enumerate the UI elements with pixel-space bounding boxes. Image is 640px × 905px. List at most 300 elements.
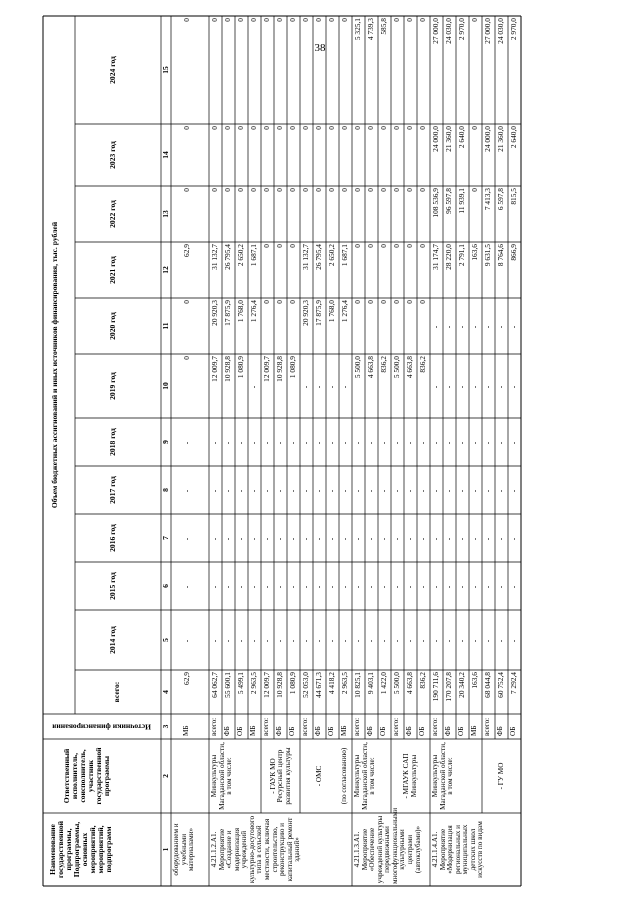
- value-cell: -: [301, 385, 310, 389]
- value-cell: -: [236, 441, 245, 445]
- header-total: всего:: [112, 681, 121, 703]
- value-cell: 836,2: [418, 356, 427, 373]
- value-cell: 0: [314, 188, 323, 192]
- value-cell: 0: [249, 126, 258, 130]
- value-cell: 2 650,2: [236, 244, 245, 267]
- value-cell: -: [509, 385, 518, 389]
- value-cell: -: [353, 639, 362, 643]
- value-cell: 4 663,8: [405, 356, 414, 379]
- value-cell: 1 080,9: [236, 356, 245, 379]
- value-cell: -: [431, 441, 440, 445]
- value-cell: 0: [418, 126, 427, 130]
- value-cell: 64 062,7: [210, 672, 219, 698]
- value-cell: 26 795,4: [314, 244, 323, 270]
- value-cell: -: [405, 639, 414, 643]
- value-cell: 0: [182, 18, 191, 22]
- header-executor-column: Ответственный исполнитель, соисполнитель, участник государственной программы: [62, 747, 111, 805]
- value-cell: 24 000,0: [431, 126, 440, 152]
- value-cell: -: [496, 441, 505, 445]
- value-cell: -: [301, 489, 310, 493]
- column-number: 15: [161, 66, 170, 74]
- value-cell: 0: [210, 18, 219, 22]
- value-cell: -: [353, 489, 362, 493]
- executor-cell: - ГУ МО: [497, 762, 506, 790]
- column-number: 4: [161, 690, 170, 694]
- value-cell: 1 276,4: [340, 300, 349, 323]
- value-cell: -: [210, 537, 219, 541]
- value-cell: -: [275, 585, 284, 589]
- value-cell: 0: [236, 126, 245, 130]
- executor-cell: Минкультуры Магаданской области, в том числе:: [210, 742, 234, 810]
- value-cell: 0: [262, 244, 271, 248]
- value-cell: 4 418,2: [327, 672, 336, 695]
- column-number: 9: [161, 440, 170, 444]
- value-cell: 28 220,0: [444, 244, 453, 270]
- value-cell: -: [223, 537, 232, 541]
- value-cell: -: [249, 639, 258, 643]
- value-cell: -: [470, 639, 479, 643]
- value-cell: -: [340, 639, 349, 643]
- value-cell: -: [444, 537, 453, 541]
- value-cell: -: [418, 441, 427, 445]
- value-cell: -: [340, 537, 349, 541]
- value-cell: -: [301, 585, 310, 589]
- column-number: 12: [161, 266, 170, 274]
- value-cell: -: [275, 537, 284, 541]
- value-cell: -: [223, 585, 232, 589]
- value-cell: -: [457, 441, 466, 445]
- value-cell: -: [301, 639, 310, 643]
- value-cell: 0: [275, 126, 284, 130]
- value-cell: -: [314, 385, 323, 389]
- value-cell: 26 795,4: [223, 244, 232, 270]
- value-cell: -: [470, 325, 479, 329]
- value-cell: 2 640,0: [457, 126, 466, 149]
- value-cell: -: [483, 639, 492, 643]
- value-cell: 0: [366, 126, 375, 130]
- value-cell: -: [379, 639, 388, 643]
- value-cell: -: [457, 639, 466, 643]
- value-cell: -: [314, 537, 323, 541]
- value-cell: -: [470, 385, 479, 389]
- column-number: 10: [161, 382, 170, 390]
- value-cell: 0: [262, 188, 271, 192]
- value-cell: 0: [262, 126, 271, 130]
- value-cell: 0: [366, 188, 375, 192]
- value-cell: 12 009,7: [262, 672, 271, 698]
- value-cell: -: [418, 639, 427, 643]
- value-cell: -: [366, 489, 375, 493]
- value-cell: 7 292,4: [509, 672, 518, 695]
- value-cell: 0: [301, 126, 310, 130]
- value-cell: 0: [379, 244, 388, 248]
- value-cell: -: [509, 639, 518, 643]
- value-cell: -: [262, 441, 271, 445]
- value-cell: -: [470, 489, 479, 493]
- value-cell: -: [496, 489, 505, 493]
- column-number: 1: [161, 847, 170, 852]
- value-cell: -: [496, 385, 505, 389]
- source-cell: всего:: [301, 717, 309, 736]
- value-cell: 4 663,8: [405, 672, 414, 695]
- value-cell: 5 325,1: [353, 18, 362, 41]
- value-cell: 9 631,5: [483, 244, 492, 267]
- value-cell: -: [249, 585, 258, 589]
- value-cell: -: [275, 489, 284, 493]
- value-cell: -: [483, 537, 492, 541]
- source-cell: ОБ: [509, 726, 517, 736]
- value-cell: 0: [353, 244, 362, 248]
- value-cell: 1 080,9: [288, 672, 297, 695]
- value-cell: -: [301, 441, 310, 445]
- value-cell: -: [457, 537, 466, 541]
- value-cell: 0: [405, 126, 414, 130]
- value-cell: 0: [392, 188, 401, 192]
- value-cell: -: [483, 325, 492, 329]
- value-cell: -: [444, 325, 453, 329]
- program-name-cell: 4.21.1.3.А1. Мероприятие «Обеспечение учреждений культуры передвижными многофункциональными культурными центрами (автоклубами)»: [353, 807, 422, 884]
- source-cell: всего:: [483, 717, 491, 736]
- value-cell: -: [223, 639, 232, 643]
- value-cell: 1 276,4: [249, 300, 258, 323]
- value-cell: -: [392, 639, 401, 643]
- value-cell: -: [496, 585, 505, 589]
- value-cell: -: [340, 441, 349, 445]
- value-cell: 44 671,3: [314, 672, 323, 698]
- source-cell: ОБ: [288, 726, 296, 736]
- value-cell: -: [353, 537, 362, 541]
- value-cell: 9 403,1: [366, 672, 375, 695]
- value-cell: 0: [340, 126, 349, 130]
- value-cell: 0: [353, 300, 362, 304]
- value-cell: -: [262, 537, 271, 541]
- value-cell: 0: [223, 126, 232, 130]
- value-cell: 4 739,3: [366, 18, 375, 41]
- value-cell: 0: [327, 188, 336, 192]
- value-cell: 5 499,1: [236, 672, 245, 695]
- value-cell: -: [470, 537, 479, 541]
- value-cell: 5 500,0: [353, 356, 362, 379]
- source-cell: ФБ: [496, 726, 504, 736]
- value-cell: -: [275, 441, 284, 445]
- value-cell: 163,6: [470, 244, 479, 261]
- value-cell: 0: [353, 188, 362, 192]
- value-cell: -: [182, 639, 191, 643]
- value-cell: -: [444, 585, 453, 589]
- value-cell: -: [366, 585, 375, 589]
- value-cell: -: [340, 585, 349, 589]
- value-cell: -: [210, 585, 219, 589]
- value-cell: -: [457, 489, 466, 493]
- value-cell: 0: [418, 244, 427, 248]
- value-cell: 17 875,9: [314, 300, 323, 326]
- value-cell: 0: [405, 18, 414, 22]
- value-cell: 12 009,7: [210, 356, 219, 382]
- value-cell: 12 009,7: [262, 356, 271, 382]
- value-cell: 52 053,0: [301, 672, 310, 698]
- source-cell: ФБ: [405, 726, 413, 736]
- value-cell: 108 536,9: [431, 188, 440, 218]
- program-name-cell: оборудованием и учебными материалами»: [172, 823, 196, 876]
- column-number: 2: [161, 774, 170, 778]
- value-cell: -: [405, 585, 414, 589]
- value-cell: 0: [327, 18, 336, 22]
- value-cell: 0: [182, 356, 191, 360]
- value-cell: -: [327, 489, 336, 493]
- value-cell: -: [353, 441, 362, 445]
- header-year-5: 2018 год: [108, 428, 117, 456]
- value-cell: 0: [288, 126, 297, 130]
- value-cell: -: [457, 385, 466, 389]
- header-year-6: 2019 год: [108, 372, 117, 400]
- value-cell: -: [366, 639, 375, 643]
- value-cell: -: [470, 585, 479, 589]
- value-cell: -: [470, 441, 479, 445]
- header-year-8: 2021 год: [108, 256, 117, 284]
- value-cell: -: [288, 489, 297, 493]
- value-cell: 0: [314, 18, 323, 22]
- value-cell: 31 174,7: [431, 244, 440, 270]
- value-cell: 0: [275, 18, 284, 22]
- column-number: 7: [161, 536, 170, 540]
- executor-cell: Минкультуры Магаданской области, в том числе:: [431, 742, 455, 810]
- value-cell: 0: [301, 188, 310, 192]
- value-cell: -: [288, 537, 297, 541]
- value-cell: -: [418, 489, 427, 493]
- value-cell: -: [223, 441, 232, 445]
- value-cell: -: [236, 489, 245, 493]
- value-cell: 0: [418, 18, 427, 22]
- value-cell: 11 939,1: [457, 188, 466, 214]
- value-cell: -: [431, 489, 440, 493]
- value-cell: -: [483, 385, 492, 389]
- value-cell: 10 928,8: [275, 356, 284, 382]
- value-cell: 0: [470, 126, 479, 130]
- value-cell: 0: [405, 244, 414, 248]
- value-cell: 0: [236, 188, 245, 192]
- value-cell: 24 030,0: [444, 18, 453, 44]
- value-cell: 0: [366, 300, 375, 304]
- value-cell: -: [431, 325, 440, 329]
- source-cell: ФБ: [444, 726, 452, 736]
- column-number: 11: [161, 322, 170, 330]
- value-cell: 10 928,8: [275, 672, 284, 698]
- source-cell: всего:: [353, 717, 361, 736]
- value-cell: 17 875,9: [223, 300, 232, 326]
- value-cell: -: [483, 441, 492, 445]
- value-cell: -: [444, 385, 453, 389]
- value-cell: -: [366, 537, 375, 541]
- value-cell: -: [182, 585, 191, 589]
- header-year-11: 2024 год: [108, 56, 117, 84]
- executor-cell: - МГАУК САП Минкультуры: [402, 753, 418, 799]
- value-cell: 7 413,3: [483, 188, 492, 211]
- value-cell: 0: [366, 244, 375, 248]
- value-cell: 0: [405, 188, 414, 192]
- header-year-7: 2020 год: [108, 312, 117, 340]
- value-cell: 8 764,6: [496, 244, 505, 267]
- page-number: 38: [314, 42, 326, 54]
- value-cell: 0: [223, 18, 232, 22]
- value-cell: 0: [301, 18, 310, 22]
- value-cell: 0: [262, 300, 271, 304]
- value-cell: 0: [182, 188, 191, 192]
- value-cell: 62,9: [182, 244, 191, 257]
- value-cell: -: [314, 489, 323, 493]
- value-cell: -: [444, 489, 453, 493]
- value-cell: 0: [392, 300, 401, 304]
- value-cell: 60 752,4: [496, 672, 505, 698]
- source-cell: МБ: [249, 725, 257, 736]
- value-cell: -: [327, 441, 336, 445]
- executor-cell: (по согласованию): [340, 747, 348, 805]
- source-cell: всего:: [392, 717, 400, 736]
- column-number: 13: [161, 210, 170, 218]
- header-name-column: Наименование государственной программы, Подпрограммы, основных мероприятий, мероприятий, подпрограмм: [48, 821, 113, 879]
- value-cell: 62,9: [182, 672, 191, 685]
- value-cell: 0: [275, 300, 284, 304]
- value-cell: 20 920,3: [301, 300, 310, 326]
- value-cell: 24 000,0: [483, 126, 492, 152]
- value-cell: 21 360,0: [496, 126, 505, 152]
- value-cell: -: [340, 385, 349, 389]
- value-cell: 0: [275, 188, 284, 192]
- value-cell: 0: [236, 18, 245, 22]
- value-cell: -: [379, 585, 388, 589]
- value-cell: -: [288, 585, 297, 589]
- value-cell: -: [431, 537, 440, 541]
- header-year-1: 2014 год: [108, 626, 117, 654]
- value-cell: -: [249, 441, 258, 445]
- value-cell: -: [288, 639, 297, 643]
- executor-cell: - ГАУК МО Ресурсный центр развития культуры: [268, 747, 292, 805]
- value-cell: -: [182, 537, 191, 541]
- column-number: 6: [161, 584, 170, 588]
- value-cell: 0: [288, 244, 297, 248]
- value-cell: -: [405, 441, 414, 445]
- value-cell: 1 768,0: [236, 300, 245, 323]
- value-cell: -: [418, 585, 427, 589]
- value-cell: 0: [288, 300, 297, 304]
- value-cell: 2 963,5: [249, 672, 258, 695]
- value-cell: 96 597,8: [444, 188, 453, 214]
- header-source-column: Источники финансирования: [52, 722, 152, 732]
- value-cell: 5 500,0: [392, 356, 401, 379]
- value-cell: -: [314, 639, 323, 643]
- value-cell: -: [405, 537, 414, 541]
- source-cell: ФБ: [366, 726, 374, 736]
- value-cell: -: [392, 441, 401, 445]
- header-year-9: 2022 год: [108, 200, 117, 228]
- value-cell: -: [182, 489, 191, 493]
- value-cell: -: [275, 639, 284, 643]
- value-cell: 163,6: [470, 672, 479, 689]
- value-cell: 0: [327, 126, 336, 130]
- value-cell: -: [182, 441, 191, 445]
- header-year-2: 2015 год: [108, 572, 117, 600]
- value-cell: -: [431, 639, 440, 643]
- value-cell: 2 970,0: [509, 18, 518, 41]
- value-cell: -: [340, 489, 349, 493]
- value-cell: 0: [392, 126, 401, 130]
- value-cell: 0: [210, 188, 219, 192]
- source-cell: ОБ: [457, 726, 465, 736]
- value-cell: -: [262, 639, 271, 643]
- value-cell: 836,2: [379, 356, 388, 373]
- rotated-table: [43, 16, 603, 886]
- column-number: 8: [161, 488, 170, 492]
- value-cell: 68 044,8: [483, 672, 492, 698]
- value-cell: 21 360,0: [444, 126, 453, 152]
- value-cell: 20 340,2: [457, 672, 466, 698]
- value-cell: -: [262, 489, 271, 493]
- value-cell: 0: [182, 300, 191, 304]
- value-cell: 0: [392, 244, 401, 248]
- source-cell: МБ: [470, 725, 478, 736]
- value-cell: -: [327, 639, 336, 643]
- source-cell: ФБ: [275, 726, 283, 736]
- value-cell: -: [509, 441, 518, 445]
- value-cell: -: [314, 585, 323, 589]
- value-cell: 31 132,7: [301, 244, 310, 270]
- value-cell: -: [444, 441, 453, 445]
- program-name-cell: 4.21.1.4.А1. Мероприятие «Модернизация региональных и муниципальных детских школ искусств по видам: [431, 821, 485, 878]
- value-cell: 0: [249, 188, 258, 192]
- value-cell: -: [353, 585, 362, 589]
- value-cell: 0: [418, 188, 427, 192]
- value-cell: 0: [470, 18, 479, 22]
- value-cell: -: [509, 325, 518, 329]
- value-cell: -: [431, 385, 440, 389]
- value-cell: 2 970,0: [457, 18, 466, 41]
- value-cell: -: [301, 537, 310, 541]
- value-cell: 585,8: [379, 18, 388, 35]
- value-cell: 0: [262, 18, 271, 22]
- value-cell: -: [392, 585, 401, 589]
- value-cell: -: [457, 325, 466, 329]
- value-cell: 0: [288, 18, 297, 22]
- source-cell: ОБ: [236, 726, 244, 736]
- column-number: 5: [161, 638, 170, 642]
- value-cell: 0: [418, 300, 427, 304]
- value-cell: -: [327, 537, 336, 541]
- source-cell: ФБ: [223, 726, 231, 736]
- value-cell: 20 920,3: [210, 300, 219, 326]
- value-cell: 1 768,0: [327, 300, 336, 323]
- value-cell: 10 825,1: [353, 672, 362, 698]
- value-cell: 170 207,8: [444, 672, 453, 702]
- value-cell: 1 422,0: [379, 672, 388, 695]
- value-cell: -: [496, 537, 505, 541]
- header-year-3: 2016 год: [108, 524, 117, 552]
- value-cell: 0: [182, 126, 191, 130]
- value-cell: -: [483, 585, 492, 589]
- value-cell: 0: [210, 126, 219, 130]
- value-cell: -: [210, 489, 219, 493]
- value-cell: 836,2: [418, 672, 427, 689]
- value-cell: -: [249, 537, 258, 541]
- value-cell: 190 711,6: [431, 672, 440, 702]
- value-cell: 0: [223, 188, 232, 192]
- header-year-10: 2023 год: [108, 141, 117, 169]
- value-cell: -: [431, 585, 440, 589]
- value-cell: 24 030,0: [496, 18, 505, 44]
- value-cell: -: [509, 489, 518, 493]
- source-cell: МБ: [182, 725, 190, 736]
- value-cell: 0: [275, 244, 284, 248]
- value-cell: -: [249, 489, 258, 493]
- value-cell: -: [210, 639, 219, 643]
